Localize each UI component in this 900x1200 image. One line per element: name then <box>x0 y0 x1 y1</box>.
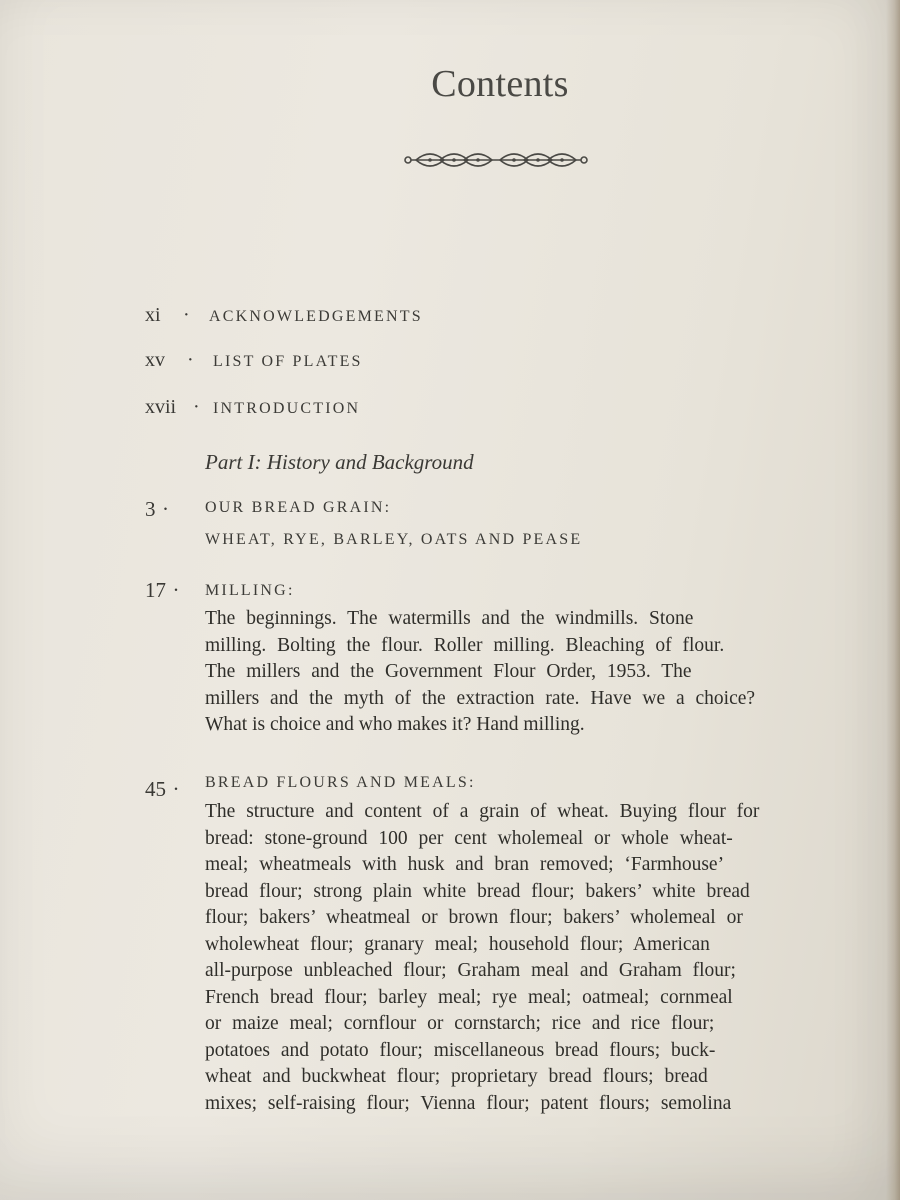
description-line: potatoes and potato flour; miscellaneous bread flours; buck- <box>205 1039 716 1061</box>
description-line: all-purpose unbleached flour; Graham meal and Graham flour; <box>205 960 736 981</box>
chapter-heading: OUR BREAD GRAIN: <box>205 499 392 516</box>
entry-label: ACKNOWLEDGEMENTS <box>209 308 423 325</box>
entry-label: INTRODUCTION <box>213 400 361 417</box>
separator-dot: · <box>162 497 169 521</box>
page-title: Contents <box>431 63 569 105</box>
chapter-description <box>205 606 755 739</box>
chapter-description <box>205 799 759 1117</box>
separator-dot: · <box>172 777 180 801</box>
page-number: xi <box>145 304 161 326</box>
description-line: The millers and the Government Flour Order, 1953. The <box>205 661 692 682</box>
description-line: French bread flour; barley meal; rye meal; oatmeal; cornmeal <box>205 986 733 1008</box>
description-line: bread flour; strong plain white bread flour; bakers’ white bread <box>205 880 750 902</box>
chapter-subheading: WHEAT, RYE, BARLEY, OATS AND PEASE <box>205 531 583 548</box>
separator-dot: · <box>172 578 180 602</box>
page-number: 3 <box>145 497 156 521</box>
description-line: flour; bakers’ wheatmeal or brown flour; bakers’ wholemeal or <box>205 907 743 928</box>
leaf-garland-ornament <box>402 143 590 177</box>
chapter-heading: BREAD FLOURS AND MEALS: <box>205 774 476 791</box>
toc-entry-list-of-plates <box>145 349 363 372</box>
description-line: wholewheat flour; granary meal; household flour; American <box>205 933 710 955</box>
chapter-page-number <box>145 777 186 802</box>
page-number: xvii <box>145 396 177 418</box>
page-number: xv <box>145 349 165 371</box>
description-line: or maize meal; cornflour or cornstarch; rice and rice flour; <box>205 1013 715 1034</box>
chapter-heading: MILLING: <box>205 582 295 599</box>
toc-entry-introduction <box>145 396 360 419</box>
page-number: 45 <box>145 777 166 801</box>
separator-dot: · <box>187 349 194 371</box>
description-line: milling. Bolting the flour. Roller milling. Bleaching of flour. <box>205 634 725 656</box>
description-line: millers and the myth of the extraction rate. Have we a choice? <box>205 687 756 709</box>
description-line: The beginnings. The watermills and the windmills. Stone <box>205 608 694 629</box>
entry-label: LIST OF PLATES <box>213 353 363 370</box>
chapter-page-number <box>145 578 186 603</box>
description-line: mixes; self-raising flour; Vienna flour; patent flours; semolina <box>205 1092 732 1114</box>
separator-dot: · <box>193 396 200 418</box>
description-line: wheat and buckwheat flour; proprietary bread flours; bread <box>205 1066 708 1087</box>
description-line: What is choice and who makes it? Hand milling. <box>205 714 585 735</box>
separator-dot: · <box>183 304 190 326</box>
part-title: Part I: History and Background <box>205 450 474 474</box>
chapter-page-number <box>145 497 176 522</box>
toc-entry-acknowledgements <box>145 304 423 327</box>
description-line: bread: stone-ground 100 per cent wholemeal or whole wheat- <box>205 827 733 849</box>
description-line: The structure and content of a grain of wheat. Buying flour for <box>205 801 760 822</box>
page-number: 17 <box>145 578 166 602</box>
page-edge-shadow <box>886 0 900 1200</box>
description-line: meal; wheatmeals with husk and bran removed; ‘Farmhouse’ <box>205 854 725 875</box>
